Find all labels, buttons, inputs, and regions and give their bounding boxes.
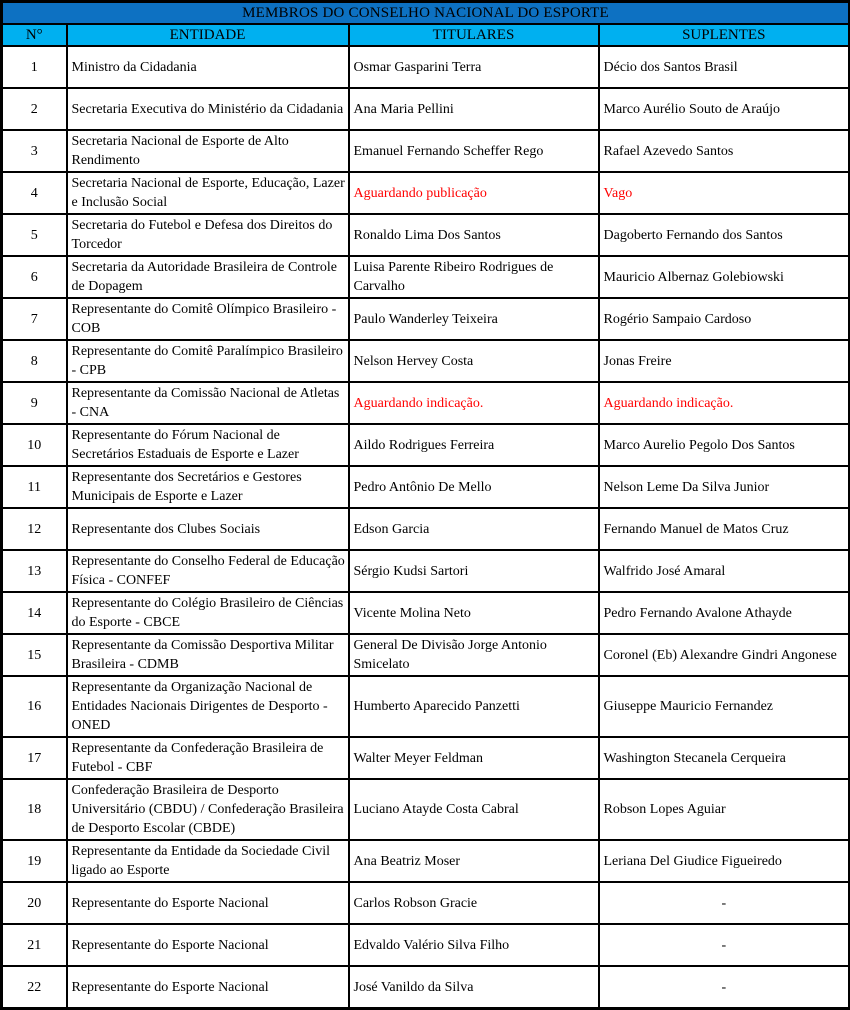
cell-suplente: Aguardando indicação. [599, 382, 850, 424]
cell-suplente: - [599, 924, 850, 966]
table-row [2, 424, 850, 466]
cell-numero: 13 [2, 550, 67, 592]
cell-suplente: - [599, 966, 850, 1009]
cell-entidade: Representante do Comitê Olímpico Brasileiro - COB [67, 298, 349, 340]
cell-suplente: Leriana Del Giudice Figueiredo [599, 840, 850, 882]
cell-titular: Walter Meyer Feldman [349, 737, 599, 779]
table-row [2, 340, 850, 382]
cell-suplente: Pedro Fernando Avalone Athayde [599, 592, 850, 634]
cell-titular: José Vanildo da Silva [349, 966, 599, 1009]
cell-suplente: Mauricio Albernaz Golebiowski [599, 256, 850, 298]
cell-entidade: Representante do Esporte Nacional [67, 924, 349, 966]
cell-numero: 8 [2, 340, 67, 382]
cell-suplente: - [599, 882, 850, 924]
cell-titular: Aguardando publicação [349, 172, 599, 214]
cell-numero: 14 [2, 592, 67, 634]
cell-entidade: Representante do Colégio Brasileiro de Ciências do Esporte - CBCE [67, 592, 349, 634]
table-row [2, 676, 850, 737]
table-row [2, 779, 850, 840]
cell-numero: 7 [2, 298, 67, 340]
cell-entidade: Representante do Fórum Nacional de Secretários Estaduais de Esporte e Lazer [67, 424, 349, 466]
cell-numero: 4 [2, 172, 67, 214]
cell-entidade: Confederação Brasileira de Desporto Universitário (CBDU) / Confederação Brasileira de Desporto Escolar (CBDE) [67, 779, 349, 840]
table-row [2, 550, 850, 592]
cell-numero: 15 [2, 634, 67, 676]
cell-numero: 20 [2, 882, 67, 924]
cell-suplente: Marco Aurelio Pegolo Dos Santos [599, 424, 850, 466]
cell-numero: 10 [2, 424, 67, 466]
table-row [2, 634, 850, 676]
table-row [2, 924, 850, 966]
cell-numero: 11 [2, 466, 67, 508]
cell-entidade: Representante do Esporte Nacional [67, 966, 349, 1009]
cell-titular: Aguardando indicação. [349, 382, 599, 424]
cell-entidade: Ministro da Cidadania [67, 46, 349, 88]
table-title-row [2, 2, 850, 25]
cell-numero: 21 [2, 924, 67, 966]
table-row [2, 737, 850, 779]
cell-titular: Nelson Hervey Costa [349, 340, 599, 382]
cell-numero: 19 [2, 840, 67, 882]
cell-titular: Osmar Gasparini Terra [349, 46, 599, 88]
cell-entidade: Representante da Comissão Nacional de Atletas - CNA [67, 382, 349, 424]
cell-entidade: Representante da Organização Nacional de Entidades Nacionais Dirigentes de Desporto - ONED [67, 676, 349, 737]
cell-entidade: Secretaria da Autoridade Brasileira de Controle de Dopagem [67, 256, 349, 298]
cell-titular: Aildo Rodrigues Ferreira [349, 424, 599, 466]
cell-titular: Ana Beatriz Moser [349, 840, 599, 882]
table-row [2, 966, 850, 1009]
table-header-row [2, 24, 850, 46]
cell-numero: 6 [2, 256, 67, 298]
cell-titular: Ronaldo Lima Dos Santos [349, 214, 599, 256]
cell-titular: Sérgio Kudsi Sartori [349, 550, 599, 592]
cell-entidade: Representante da Comissão Desportiva Militar Brasileira - CDMB [67, 634, 349, 676]
cell-numero: 22 [2, 966, 67, 1009]
cell-suplente: Marco Aurélio Souto de Araújo [599, 88, 850, 130]
table-row [2, 382, 850, 424]
cell-numero: 16 [2, 676, 67, 737]
cell-suplente: Nelson Leme Da Silva Junior [599, 466, 850, 508]
table-row [2, 46, 850, 88]
column-header-titulares: TITULARES [349, 24, 599, 46]
cell-titular: Edson Garcia [349, 508, 599, 550]
cell-titular: Vicente Molina Neto [349, 592, 599, 634]
cell-numero: 9 [2, 382, 67, 424]
cell-numero: 2 [2, 88, 67, 130]
cell-suplente: Dagoberto Fernando dos Santos [599, 214, 850, 256]
cell-numero: 12 [2, 508, 67, 550]
cell-titular: General De Divisão Jorge Antonio Smicelato [349, 634, 599, 676]
cell-entidade: Representante da Confederação Brasileira de Futebol - CBF [67, 737, 349, 779]
table-row [2, 88, 850, 130]
table-title: MEMBROS DO CONSELHO NACIONAL DO ESPORTE [2, 2, 850, 25]
cell-numero: 18 [2, 779, 67, 840]
table-row [2, 840, 850, 882]
table-row [2, 130, 850, 172]
cell-entidade: Representante dos Clubes Sociais [67, 508, 349, 550]
table-body [2, 46, 850, 1009]
cell-suplente: Rafael Azevedo Santos [599, 130, 850, 172]
table-row [2, 592, 850, 634]
cell-entidade: Representante do Conselho Federal de Educação Física - CONFEF [67, 550, 349, 592]
cell-suplente: Fernando Manuel de Matos Cruz [599, 508, 850, 550]
cell-suplente: Robson Lopes Aguiar [599, 779, 850, 840]
column-header-numero: N° [2, 24, 67, 46]
cell-titular: Ana Maria Pellini [349, 88, 599, 130]
table-row [2, 466, 850, 508]
cell-titular: Paulo Wanderley Teixeira [349, 298, 599, 340]
table-row [2, 882, 850, 924]
cell-suplente: Giuseppe Mauricio Fernandez [599, 676, 850, 737]
cell-suplente: Walfrido José Amaral [599, 550, 850, 592]
column-header-suplentes: SUPLENTES [599, 24, 850, 46]
cell-titular: Carlos Robson Gracie [349, 882, 599, 924]
cell-entidade: Secretaria Nacional de Esporte, Educação, Lazer e Inclusão Social [67, 172, 349, 214]
table-row [2, 172, 850, 214]
cell-titular: Luciano Atayde Costa Cabral [349, 779, 599, 840]
cell-entidade: Secretaria do Futebol e Defesa dos Direitos do Torcedor [67, 214, 349, 256]
cell-entidade: Representante do Comitê Paralímpico Brasileiro - CPB [67, 340, 349, 382]
table-row [2, 214, 850, 256]
cell-suplente: Jonas Freire [599, 340, 850, 382]
cell-titular: Emanuel Fernando Scheffer Rego [349, 130, 599, 172]
cell-numero: 17 [2, 737, 67, 779]
cell-titular: Luisa Parente Ribeiro Rodrigues de Carvalho [349, 256, 599, 298]
cell-numero: 3 [2, 130, 67, 172]
cell-suplente: Rogério Sampaio Cardoso [599, 298, 850, 340]
cell-suplente: Coronel (Eb) Alexandre Gindri Angonese [599, 634, 850, 676]
cell-numero: 5 [2, 214, 67, 256]
cell-entidade: Representante dos Secretários e Gestores Municipais de Esporte e Lazer [67, 466, 349, 508]
cell-entidade: Secretaria Executiva do Ministério da Cidadania [67, 88, 349, 130]
table-row [2, 508, 850, 550]
cell-entidade: Representante do Esporte Nacional [67, 882, 349, 924]
cell-titular: Pedro Antônio De Mello [349, 466, 599, 508]
cell-suplente: Décio dos Santos Brasil [599, 46, 850, 88]
cell-numero: 1 [2, 46, 67, 88]
table-row [2, 256, 850, 298]
column-header-entidade: ENTIDADE [67, 24, 349, 46]
cell-entidade: Representante da Entidade da Sociedade Civil ligado ao Esporte [67, 840, 349, 882]
cell-titular: Edvaldo Valério Silva Filho [349, 924, 599, 966]
cell-entidade: Secretaria Nacional de Esporte de Alto Rendimento [67, 130, 349, 172]
cell-suplente: Washington Stecanela Cerqueira [599, 737, 850, 779]
table-row [2, 298, 850, 340]
cell-suplente: Vago [599, 172, 850, 214]
cell-titular: Humberto Aparecido Panzetti [349, 676, 599, 737]
